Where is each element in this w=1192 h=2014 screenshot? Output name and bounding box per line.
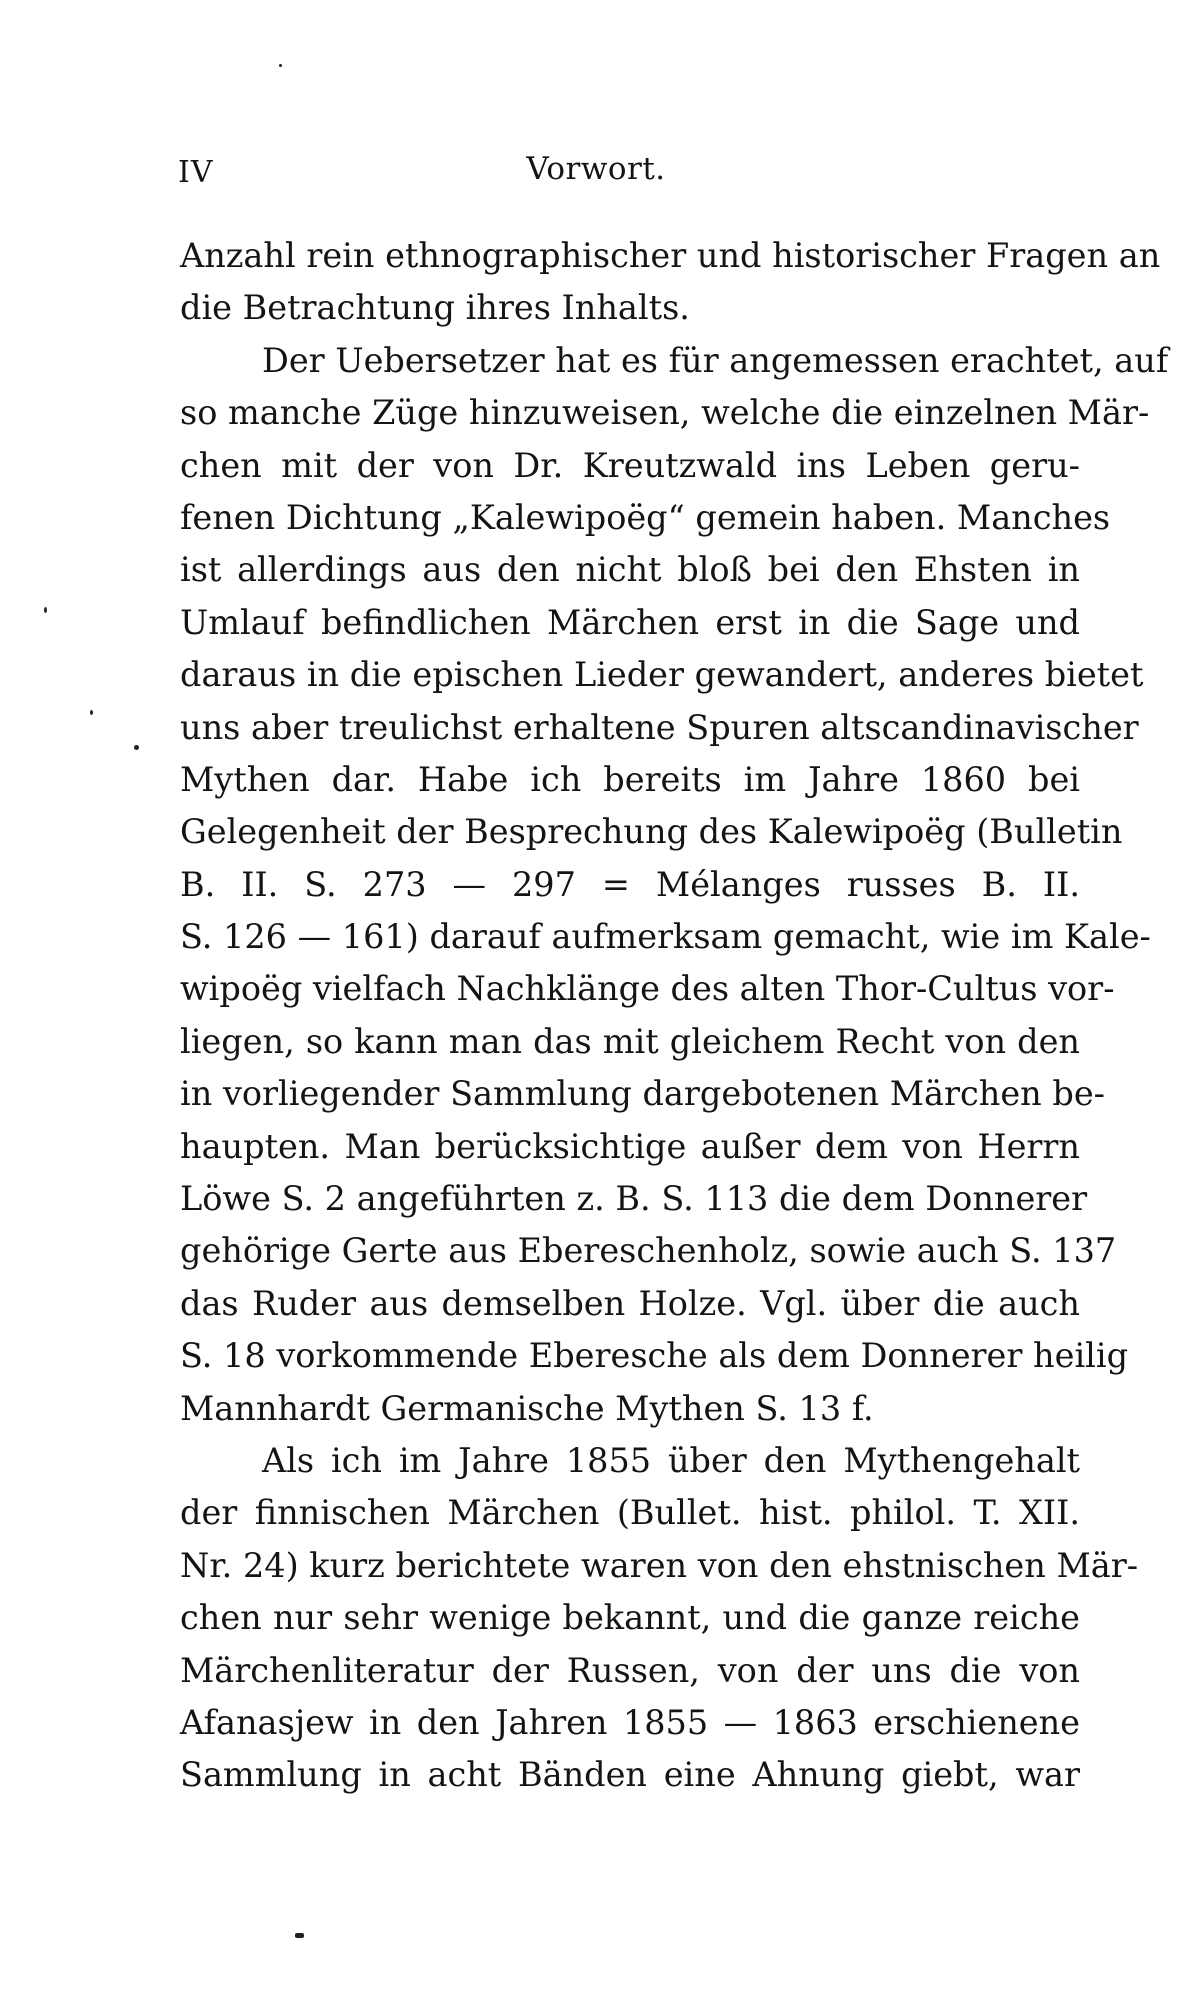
text-line: chen nur sehr wenige bekannt, und die ganze reiche	[180, 1598, 1080, 1638]
text-line: Nr. 24) kurz berichtete waren von den ehstnischen Mär-	[180, 1545, 1139, 1585]
text-line: daraus in die epischen Lieder gewandert, anderes bietet	[180, 655, 1144, 695]
text-line: gehörige Gerte aus Ebereschenholz, sowie auch S. 137	[180, 1231, 1117, 1271]
text-line: chen mit der von Dr. Kreutzwald ins Leben geru-	[180, 445, 1080, 485]
text-line: S. 126 — 161) darauf aufmerksam gemacht, wie im Kale-	[180, 917, 1151, 957]
text-line: haupten. Man berücksichtige außer dem von Herrn	[180, 1126, 1080, 1166]
running-title: Vorwort.	[526, 151, 666, 187]
paragraph	[180, 335, 1169, 1435]
text-line: Umlauf befindlichen Märchen erst in die Sage und	[180, 602, 1080, 642]
text-line: fenen Dichtung „Kalewipoëg“ gemein haben. Manches	[180, 497, 1111, 537]
text-line: B. II. S. 273 — 297 = Mélanges russes B. II.	[180, 864, 1080, 904]
text-line: uns aber treulichst erhaltene Spuren altscandinavischer	[180, 707, 1139, 747]
body-text	[180, 230, 1169, 1802]
text-line: die Betrachtung ihres Inhalts.	[180, 288, 690, 328]
print-speck	[90, 710, 93, 715]
text-line: liegen, so kann man das mit gleichem Recht von den	[180, 1021, 1080, 1061]
print-speck	[44, 607, 47, 613]
text-line: Afanasjew in den Jahren 1855 — 1863 erschienene	[180, 1702, 1080, 1742]
text-line: Als ich im Jahre 1855 über den Mythengehalt	[262, 1440, 1080, 1480]
page-header	[0, 145, 1192, 195]
text-line: S. 18 vorkommende Eberesche als dem Donnerer heilig	[180, 1336, 1129, 1376]
print-speck	[279, 64, 282, 67]
print-speck	[134, 745, 139, 750]
text-line: Mythen dar. Habe ich bereits im Jahre 1860 bei	[180, 759, 1080, 799]
text-line: Gelegenheit der Besprechung des Kalewipoëg (Bulletin	[180, 812, 1123, 852]
text-line: ist allerdings aus den nicht bloß bei den Ehsten in	[180, 550, 1080, 590]
text-line: Sammlung in acht Bänden eine Ahnung giebt, war	[180, 1755, 1080, 1795]
page-number: IV	[178, 155, 214, 190]
text-line: der finnischen Märchen (Bullet. hist. philol. T. XII.	[180, 1493, 1080, 1533]
text-line: wipoëg vielfach Nachklänge des alten Thor-Cultus vor-	[180, 969, 1115, 1009]
text-line: das Ruder aus demselben Holze. Vgl. über die auch	[180, 1283, 1080, 1323]
text-line: Märchenliteratur der Russen, von der uns die von	[180, 1650, 1080, 1690]
text-line: in vorliegender Sammlung dargebotenen Märchen be-	[180, 1074, 1105, 1114]
paragraph	[180, 1435, 1139, 1802]
text-line: Anzahl rein ethnographischer und historischer Fragen an	[180, 236, 1161, 275]
text-line: Der Uebersetzer hat es für angemessen erachtet, auf	[262, 340, 1169, 380]
text-line: so manche Züge hinzuweisen, welche die einzelnen Mär-	[180, 393, 1150, 433]
paragraph	[180, 230, 1161, 335]
text-line: Löwe S. 2 angeführten z. B. S. 113 die dem Donnerer	[180, 1179, 1088, 1219]
print-speck	[295, 1933, 304, 1938]
text-line: Mannhardt Germanische Mythen S. 13 f.	[180, 1388, 874, 1428]
